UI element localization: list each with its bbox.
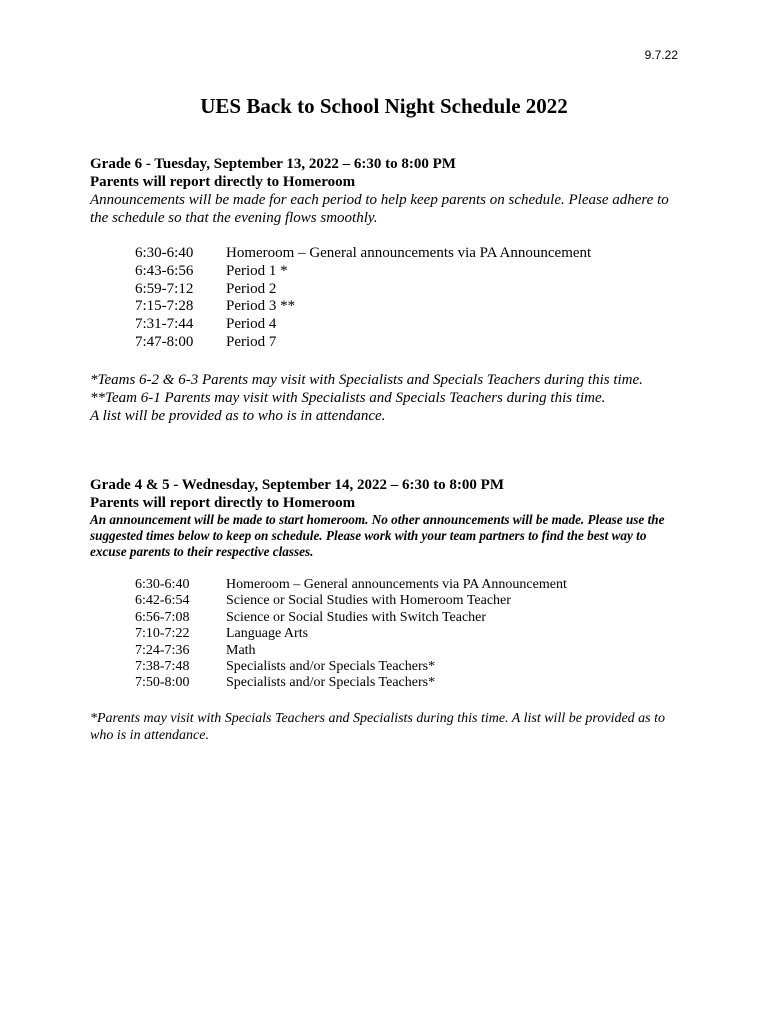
schedule-activity: Science or Social Studies with Switch Teacher <box>226 609 487 625</box>
schedule-row <box>135 593 680 609</box>
schedule-row <box>135 675 680 691</box>
schedule-time: 6:30-6:40 <box>135 245 194 261</box>
schedule-time: 7:24-7:36 <box>135 642 190 658</box>
schedule-activity: Language Arts <box>226 626 309 642</box>
schedule-activity: Math <box>226 642 256 658</box>
section-notes <box>90 710 680 744</box>
schedule-time: 6:56-7:08 <box>135 609 190 625</box>
schedule-time: 6:42-6:54 <box>135 593 190 609</box>
schedule-list <box>135 245 680 352</box>
schedule-row <box>135 316 680 334</box>
schedule-time: 7:10-7:22 <box>135 626 190 642</box>
schedule-row <box>135 610 680 626</box>
schedule-row <box>135 626 680 642</box>
note-line: *Teams 6-2 & 6-3 Parents may visit with Specialists and Specials Teachers during this time. <box>90 371 643 388</box>
section-intro: Announcements will be made for each period to help keep parents on schedule. Please adhere to the schedule so that the evening flows smoothly. <box>90 192 669 226</box>
schedule-time: 6:43-6:56 <box>135 262 194 279</box>
schedule-row <box>135 659 680 675</box>
schedule-time: 7:47-8:00 <box>135 333 194 350</box>
schedule-activity: Period 1 * <box>226 262 288 279</box>
document-date: 9.7.22 <box>644 48 678 62</box>
schedule-row <box>135 281 680 299</box>
schedule-activity: Period 2 <box>226 280 277 297</box>
schedule-time: 7:50-8:00 <box>135 675 190 691</box>
schedule-time: 7:31-7:44 <box>135 316 194 333</box>
schedule-row <box>135 263 680 281</box>
schedule-activity: Period 4 <box>226 316 277 333</box>
note-line: **Team 6-1 Parents may visit with Specialists and Specials Teachers during this time. <box>90 389 606 406</box>
schedule-time: 6:59-7:12 <box>135 280 194 297</box>
schedule-activity: Science or Social Studies with Homeroom Teacher <box>226 593 511 609</box>
schedule-time: 6:30-6:40 <box>135 577 190 592</box>
section-subheading: Parents will report directly to Homeroom <box>90 495 356 511</box>
schedule-row <box>135 245 680 263</box>
schedule-row <box>135 298 680 316</box>
document-title: UES Back to School Night Schedule 2022 <box>200 94 568 118</box>
grade-4-5-section <box>90 476 680 744</box>
grade-6-section <box>90 155 680 425</box>
schedule-activity: Specialists and/or Specials Teachers* <box>226 675 436 691</box>
schedule-activity: Period 3 ** <box>226 298 296 315</box>
section-notes <box>90 371 680 425</box>
schedule-activity: Homeroom – General announcements via PA Announcement <box>226 577 567 592</box>
schedule-activity: Period 7 <box>226 333 277 350</box>
schedule-list <box>135 577 680 692</box>
section-heading: Grade 4 & 5 - Wednesday, September 14, 2022 – 6:30 to 8:00 PM <box>90 477 505 493</box>
schedule-activity: Homeroom – General announcements via PA Announcement <box>226 245 592 261</box>
section-subheading: Parents will report directly to Homeroom <box>90 174 356 190</box>
schedule-row <box>135 643 680 659</box>
note-line: A list will be provided as to who is in attendance. <box>90 407 386 424</box>
schedule-row <box>135 577 680 593</box>
note-line: *Parents may visit with Specials Teachers and Specialists during this time. A list will be provided as to who is in attendance. <box>90 710 666 743</box>
schedule-row <box>135 334 680 352</box>
schedule-activity: Specialists and/or Specials Teachers* <box>226 659 436 675</box>
schedule-time: 7:38-7:48 <box>135 659 190 675</box>
section-heading: Grade 6 - Tuesday, September 13, 2022 – 6:30 to 8:00 PM <box>90 156 456 172</box>
section-intro: An announcement will be made to start homeroom. No other announcements will be made. Please use the suggested times below to keep on schedule. Please work with your team partners to find the best way to excuse parents to their respective classes. <box>90 512 665 559</box>
schedule-time: 7:15-7:28 <box>135 298 194 315</box>
